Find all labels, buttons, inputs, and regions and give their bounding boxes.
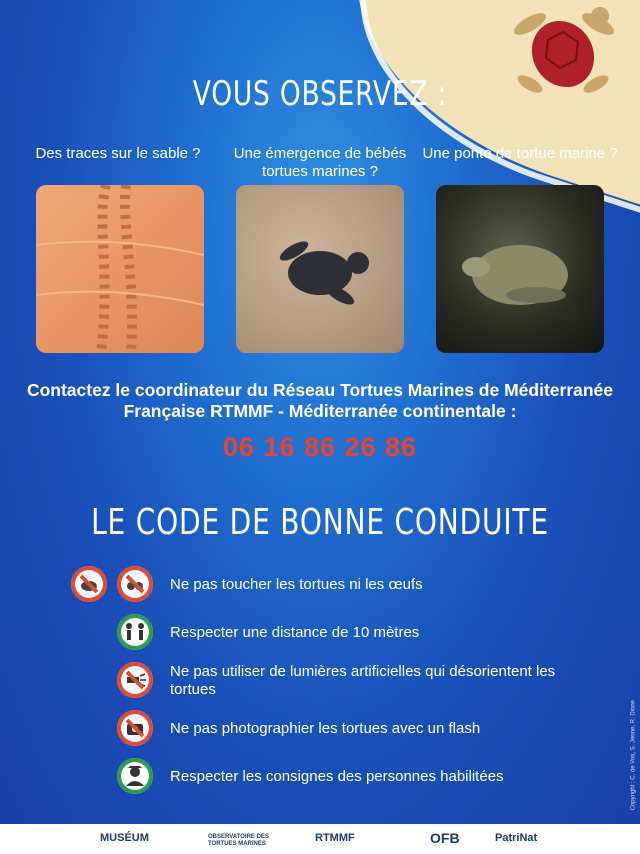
authorized-person-icon [117,758,153,794]
no-touch-turtle-icon [71,566,107,602]
photo-turtle-tracks [36,185,204,353]
observation-label-traces: Des traces sur le sable ? [35,145,201,162]
contact-text: Contactez le coordinateur du Réseau Tortues Marines de Méditerranée Française RTMMF - Méditerranée continentale : [26,380,614,421]
phone-number[interactable]: 06 16 86 26 86 [222,432,418,462]
no-flash-icon [117,710,153,746]
logo-ofb: OFB [430,830,460,846]
title-code-bonne-conduite: LE CODE DE BONNE CONDUITE [91,502,549,543]
no-touch-eggs-icon [117,566,153,602]
logo-patrinat: PatriNat [495,832,538,844]
distance-icon [117,614,153,650]
observation-label-ponte: Une ponte de tortue marine ? [422,145,618,162]
rule-no-flash: Ne pas photographier les tortues avec un flash [170,720,481,737]
photo-credit: Copyright : C. de Vos, S. Jenne, R. Dione [630,700,636,811]
logo-rtmmf: RTMMF [315,832,355,844]
photo-nesting-turtle [436,185,604,353]
rule-distance: Respecter une distance de 10 mètres [170,624,420,641]
title-vous-observez: VOUS OBSERVEZ : [192,74,448,114]
no-light-icon [117,662,153,698]
rule-authorized-persons: Respecter les consignes des personnes habilitées [170,768,504,785]
partner-logos-footer [0,824,640,854]
observation-label-emergence: Une émergence de bébés tortues marines ? [233,145,407,180]
photo-baby-turtle [236,185,404,353]
rule-no-light: Ne pas utiliser de lumières artificielles qui désorientent les tortues [170,663,556,698]
logo-observatoire: OBSERVATOIRE DES TORTUES MARINES [208,834,269,847]
rule-no-touch: Ne pas toucher les tortues ni les œufs [170,576,423,593]
logo-museum: MUSÉUM [100,832,149,844]
